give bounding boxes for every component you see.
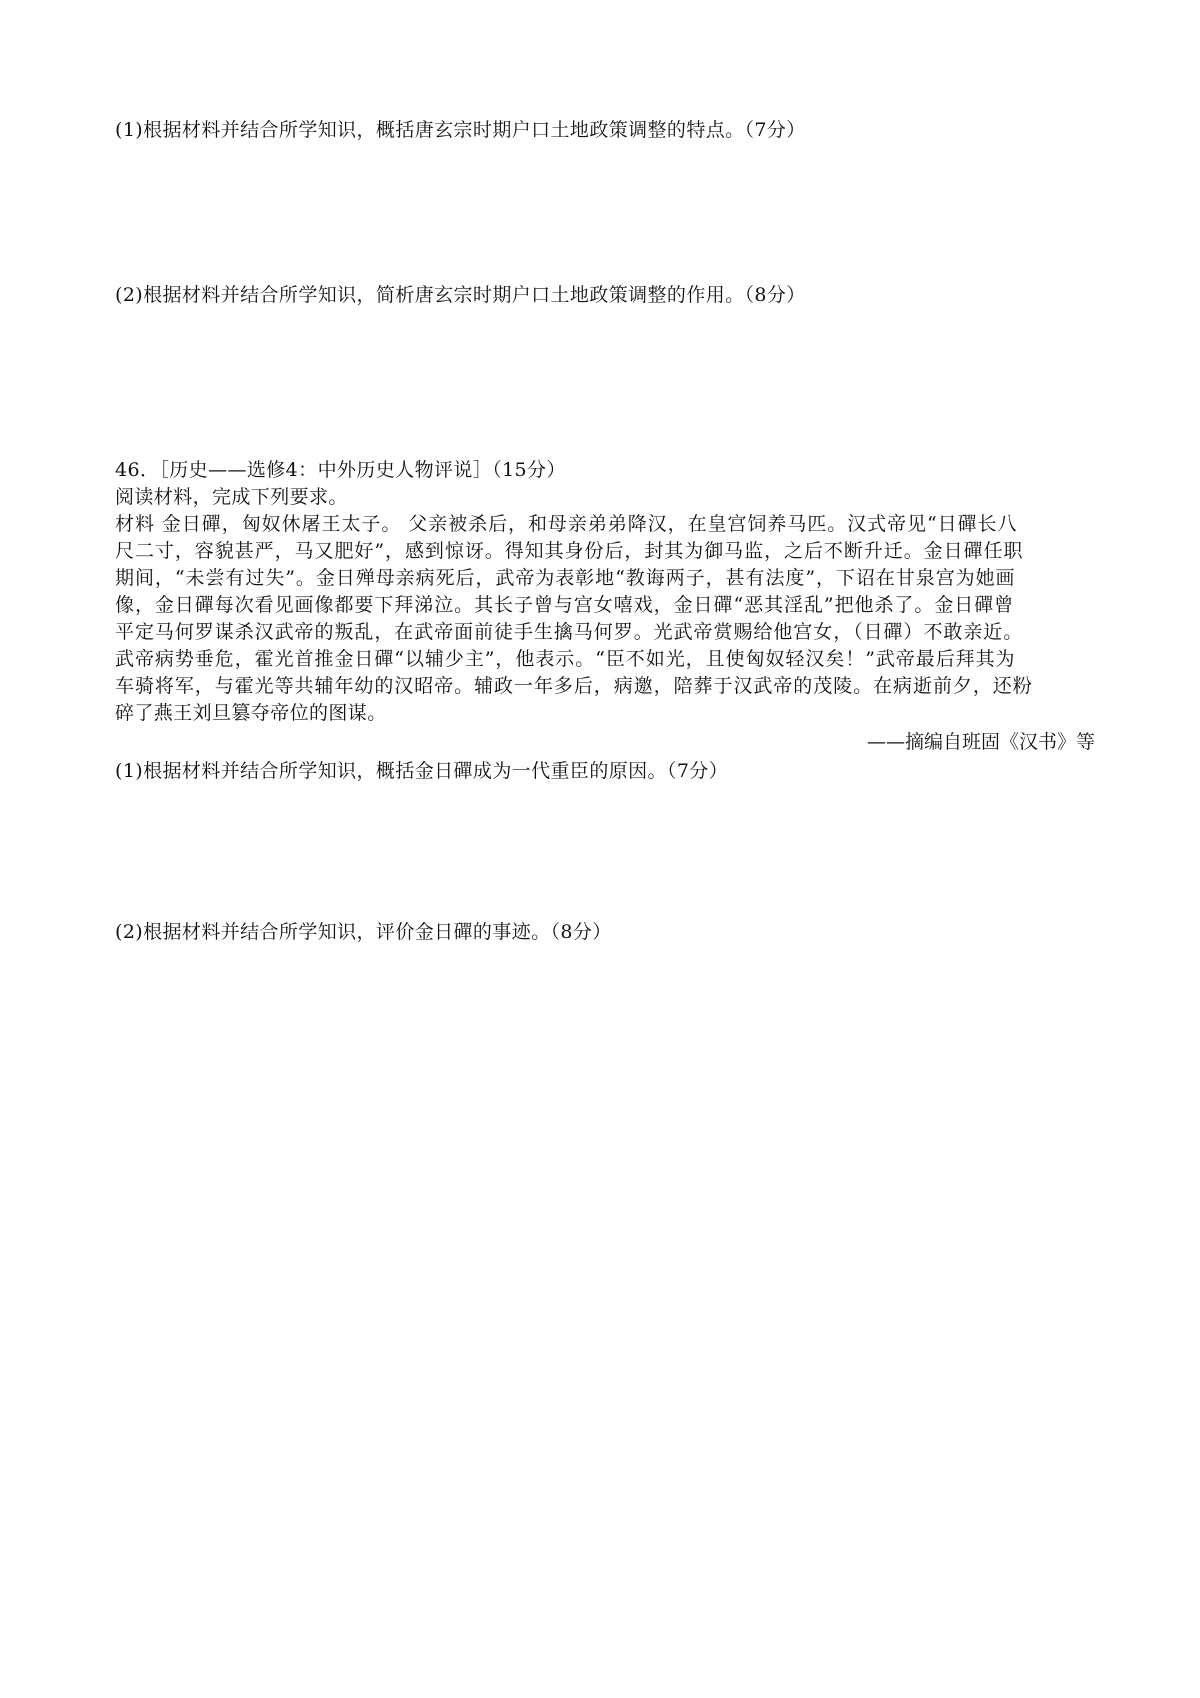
question-45-part-2: (2)根据材料并结合所学知识，简析唐玄宗时期户口土地政策调整的作用。（8分） xyxy=(115,284,806,306)
material-source: ——摘编自班固《汉书》等 xyxy=(866,731,1095,753)
material-line-1: 材料 金日磾，匈奴休屠王太子。 父亲被杀后，和母亲弟弟降汉，在皇宫饲养马匹。汉式帝见“日磾长八 xyxy=(115,513,1018,535)
question-45-part-1: (1)根据材料并结合所学知识，概括唐玄宗时期户口土地政策调整的特点。（7分） xyxy=(115,119,806,141)
material-line-7: 车骑将军，与霍光等共辅年幼的汉昭帝。辅政一年多后，病邀，陪葬于汉武帝的茂陵。在病逝前夕，还粉 xyxy=(115,675,1033,697)
material-line-2: 尺二寸，容貌甚严，马又肥好”，感到惊讶。得知其身份后，封其为御马监，之后不断升迁。金日磾任职 xyxy=(115,540,1024,562)
material-line-4: 像，金日磾每次看见画像都要下拜涕泣。其长子曾与宫女嘻戏，金日磾“恶其淫乱”把他杀了。金日磾曾 xyxy=(115,594,1015,616)
question-46-part-1: (1)根据材料并结合所学知识，概括金日磾成为一代重臣的原因。（7分） xyxy=(115,760,729,782)
material-line-8: 碎了燕王刘旦篡夺帝位的图谋。 xyxy=(115,702,387,724)
material-line-3: 期间，“未尝有过失”。金日殚母亲病死后，武帝为表彰地“教诲两子，甚有法度”，下诏在甘泉宫为她画 xyxy=(115,567,1016,589)
question-46-heading: 46．［历史——选修4：中外历史人物评说］（15分） xyxy=(115,459,566,481)
question-46-instruction: 阅读材料，完成下列要求。 xyxy=(115,486,348,508)
material-line-5: 平定马何罗谋杀汉武帝的叛乱，在武帝面前徒手生擒马何罗。光武帝赏赐给他宫女，（日磾）不敢亲近。 xyxy=(115,621,1024,643)
material-line-6: 武帝病势垂危，霍光首推金日磾“以辅少主”，他表示。“臣不如光，且使匈奴轻汉矣！”武帝最后拜其为 xyxy=(115,648,1016,670)
question-46-part-2: (2)根据材料并结合所学知识，评价金日磾的事迹。（8分） xyxy=(115,921,612,943)
